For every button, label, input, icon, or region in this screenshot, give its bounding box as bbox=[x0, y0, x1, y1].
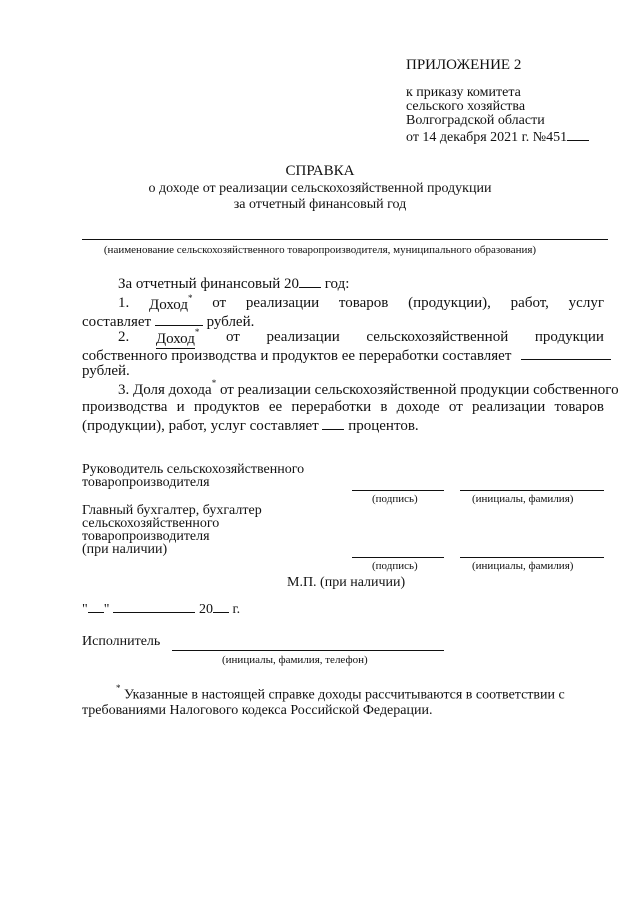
date-year-suffix: г. bbox=[232, 602, 241, 617]
year-blank bbox=[299, 275, 321, 288]
head-signature-caption: (подпись) bbox=[372, 493, 418, 505]
item3-star: * bbox=[211, 378, 217, 388]
item3-word: продуктов bbox=[193, 399, 260, 415]
item1-word: товаров bbox=[338, 295, 389, 311]
document-title: СПРАВКА bbox=[285, 163, 355, 179]
annex-title: ПРИЛОЖЕНИЕ 2 bbox=[406, 57, 522, 73]
item3-word: ее bbox=[268, 399, 283, 415]
stamp-label: М.П. (при наличии) bbox=[287, 575, 406, 590]
annex-line-1: к приказу комитета bbox=[406, 85, 521, 100]
document-subtitle-1: о доходе от реализации сельскохозяйственной продукции bbox=[148, 181, 492, 196]
income-amount-blank bbox=[155, 313, 203, 326]
executor-caption: (инициалы, фамилия, телефон) bbox=[222, 654, 368, 666]
item-2-line-1 bbox=[118, 329, 604, 349]
order-number-blank bbox=[567, 128, 589, 141]
head-name-line bbox=[460, 490, 604, 491]
item1-word: услуг bbox=[568, 295, 604, 311]
item1-word: от bbox=[212, 295, 227, 311]
annex-line-4 bbox=[406, 128, 589, 145]
accountant-label-2: сельскохозяйственного bbox=[82, 516, 220, 531]
item3-word: в bbox=[380, 399, 388, 415]
footnote-line-1 bbox=[116, 685, 565, 704]
head-signature-line bbox=[352, 490, 444, 491]
item3-word: и bbox=[176, 399, 185, 415]
accountant-signature-line bbox=[352, 557, 444, 558]
head-label-2: товаропроизводителя bbox=[82, 475, 210, 490]
item-2-line-3: рублей. bbox=[82, 363, 130, 379]
producer-name-line bbox=[82, 239, 608, 240]
item1-word: 1. bbox=[118, 295, 130, 311]
item-2-line-2 bbox=[82, 347, 611, 365]
item2-word: реализации bbox=[266, 329, 340, 345]
head-label-1: Руководитель сельскохозяйственного bbox=[82, 462, 305, 477]
item-3-line-1 bbox=[118, 380, 619, 399]
percent-blank bbox=[322, 417, 344, 430]
item1-word: Доход* bbox=[148, 293, 193, 313]
agri-income-blank bbox=[521, 347, 611, 360]
document-subtitle-2: за отчетный финансовый год bbox=[233, 197, 407, 212]
item3-suffix: процентов. bbox=[348, 418, 419, 434]
item2-word: от bbox=[225, 329, 240, 345]
executor-label: Исполнитель bbox=[82, 634, 161, 649]
item2-text: собственного производства и продуктов ее переработки составляет bbox=[82, 348, 512, 364]
date-year-prefix: 20 bbox=[198, 602, 213, 617]
annex-line-2: сельского хозяйства bbox=[406, 99, 526, 114]
accountant-signature-caption: (подпись) bbox=[372, 560, 418, 572]
date-year-blank bbox=[213, 600, 229, 613]
annex-order-text: от 14 декабря 2021 г. №451 bbox=[406, 130, 568, 145]
item2-word: 2. bbox=[118, 329, 130, 345]
item3-word: переработки bbox=[291, 399, 372, 415]
accountant-name-line bbox=[460, 557, 604, 558]
item3-word: доходе bbox=[396, 399, 440, 415]
accountant-label-4: (при наличии) bbox=[82, 542, 168, 557]
item1-word: работ, bbox=[510, 295, 549, 311]
date-quote-close: " bbox=[103, 602, 110, 617]
item3-word: производства bbox=[82, 399, 168, 415]
footnote-line-2: требованиями Налогового кодекса Российской Федерации. bbox=[82, 703, 433, 718]
executor-line bbox=[172, 650, 444, 651]
producer-name-caption: (наименование сельскохозяйственного товаропроизводителя, муниципального образования) bbox=[103, 244, 537, 256]
accountant-name-caption: (инициалы, фамилия) bbox=[472, 560, 574, 572]
accountant-label-1: Главный бухгалтер, бухгалтер bbox=[82, 503, 262, 518]
item1-prefix: составляет bbox=[82, 314, 152, 330]
item3-prefix: (продукции), работ, услуг составляет bbox=[82, 418, 319, 434]
item2-word: сельскохозяйственной bbox=[366, 329, 509, 345]
footnote-text-1: Указанные в настоящей справке доходы рассчитываются в соответствии с bbox=[124, 687, 565, 703]
footnote-star: * bbox=[116, 683, 121, 693]
date-month-blank bbox=[113, 600, 195, 613]
item3-word: реализации bbox=[471, 399, 546, 415]
year-line-suffix: год: bbox=[324, 276, 350, 292]
item1-word: (продукции), bbox=[408, 295, 491, 311]
item2-word: продукции bbox=[534, 329, 604, 345]
item1-suffix: рублей. bbox=[206, 314, 255, 330]
item1-word: реализации bbox=[245, 295, 320, 311]
item-1-line-1 bbox=[118, 295, 604, 314]
item3-word: от bbox=[448, 399, 463, 415]
item3-word: товаров bbox=[554, 399, 604, 415]
item-3-line-2 bbox=[82, 399, 604, 416]
accountant-label-3: товаропроизводителя bbox=[82, 529, 210, 544]
year-line bbox=[118, 275, 349, 293]
year-line-prefix: За отчетный финансовый 20 bbox=[118, 276, 299, 292]
head-name-caption: (инициалы, фамилия) bbox=[472, 493, 574, 505]
date-line bbox=[82, 600, 240, 618]
item3-lead: 3. Доля дохода bbox=[118, 382, 212, 398]
annex-line-3: Волгоградской области bbox=[406, 113, 545, 128]
item3-rest: от реализации сельскохозяйственной продукции собственного bbox=[216, 382, 619, 398]
date-quote-open: " bbox=[82, 602, 88, 617]
date-day-blank bbox=[88, 600, 104, 613]
item-3-line-3 bbox=[82, 417, 419, 435]
item2-word: Доход* bbox=[155, 327, 200, 347]
